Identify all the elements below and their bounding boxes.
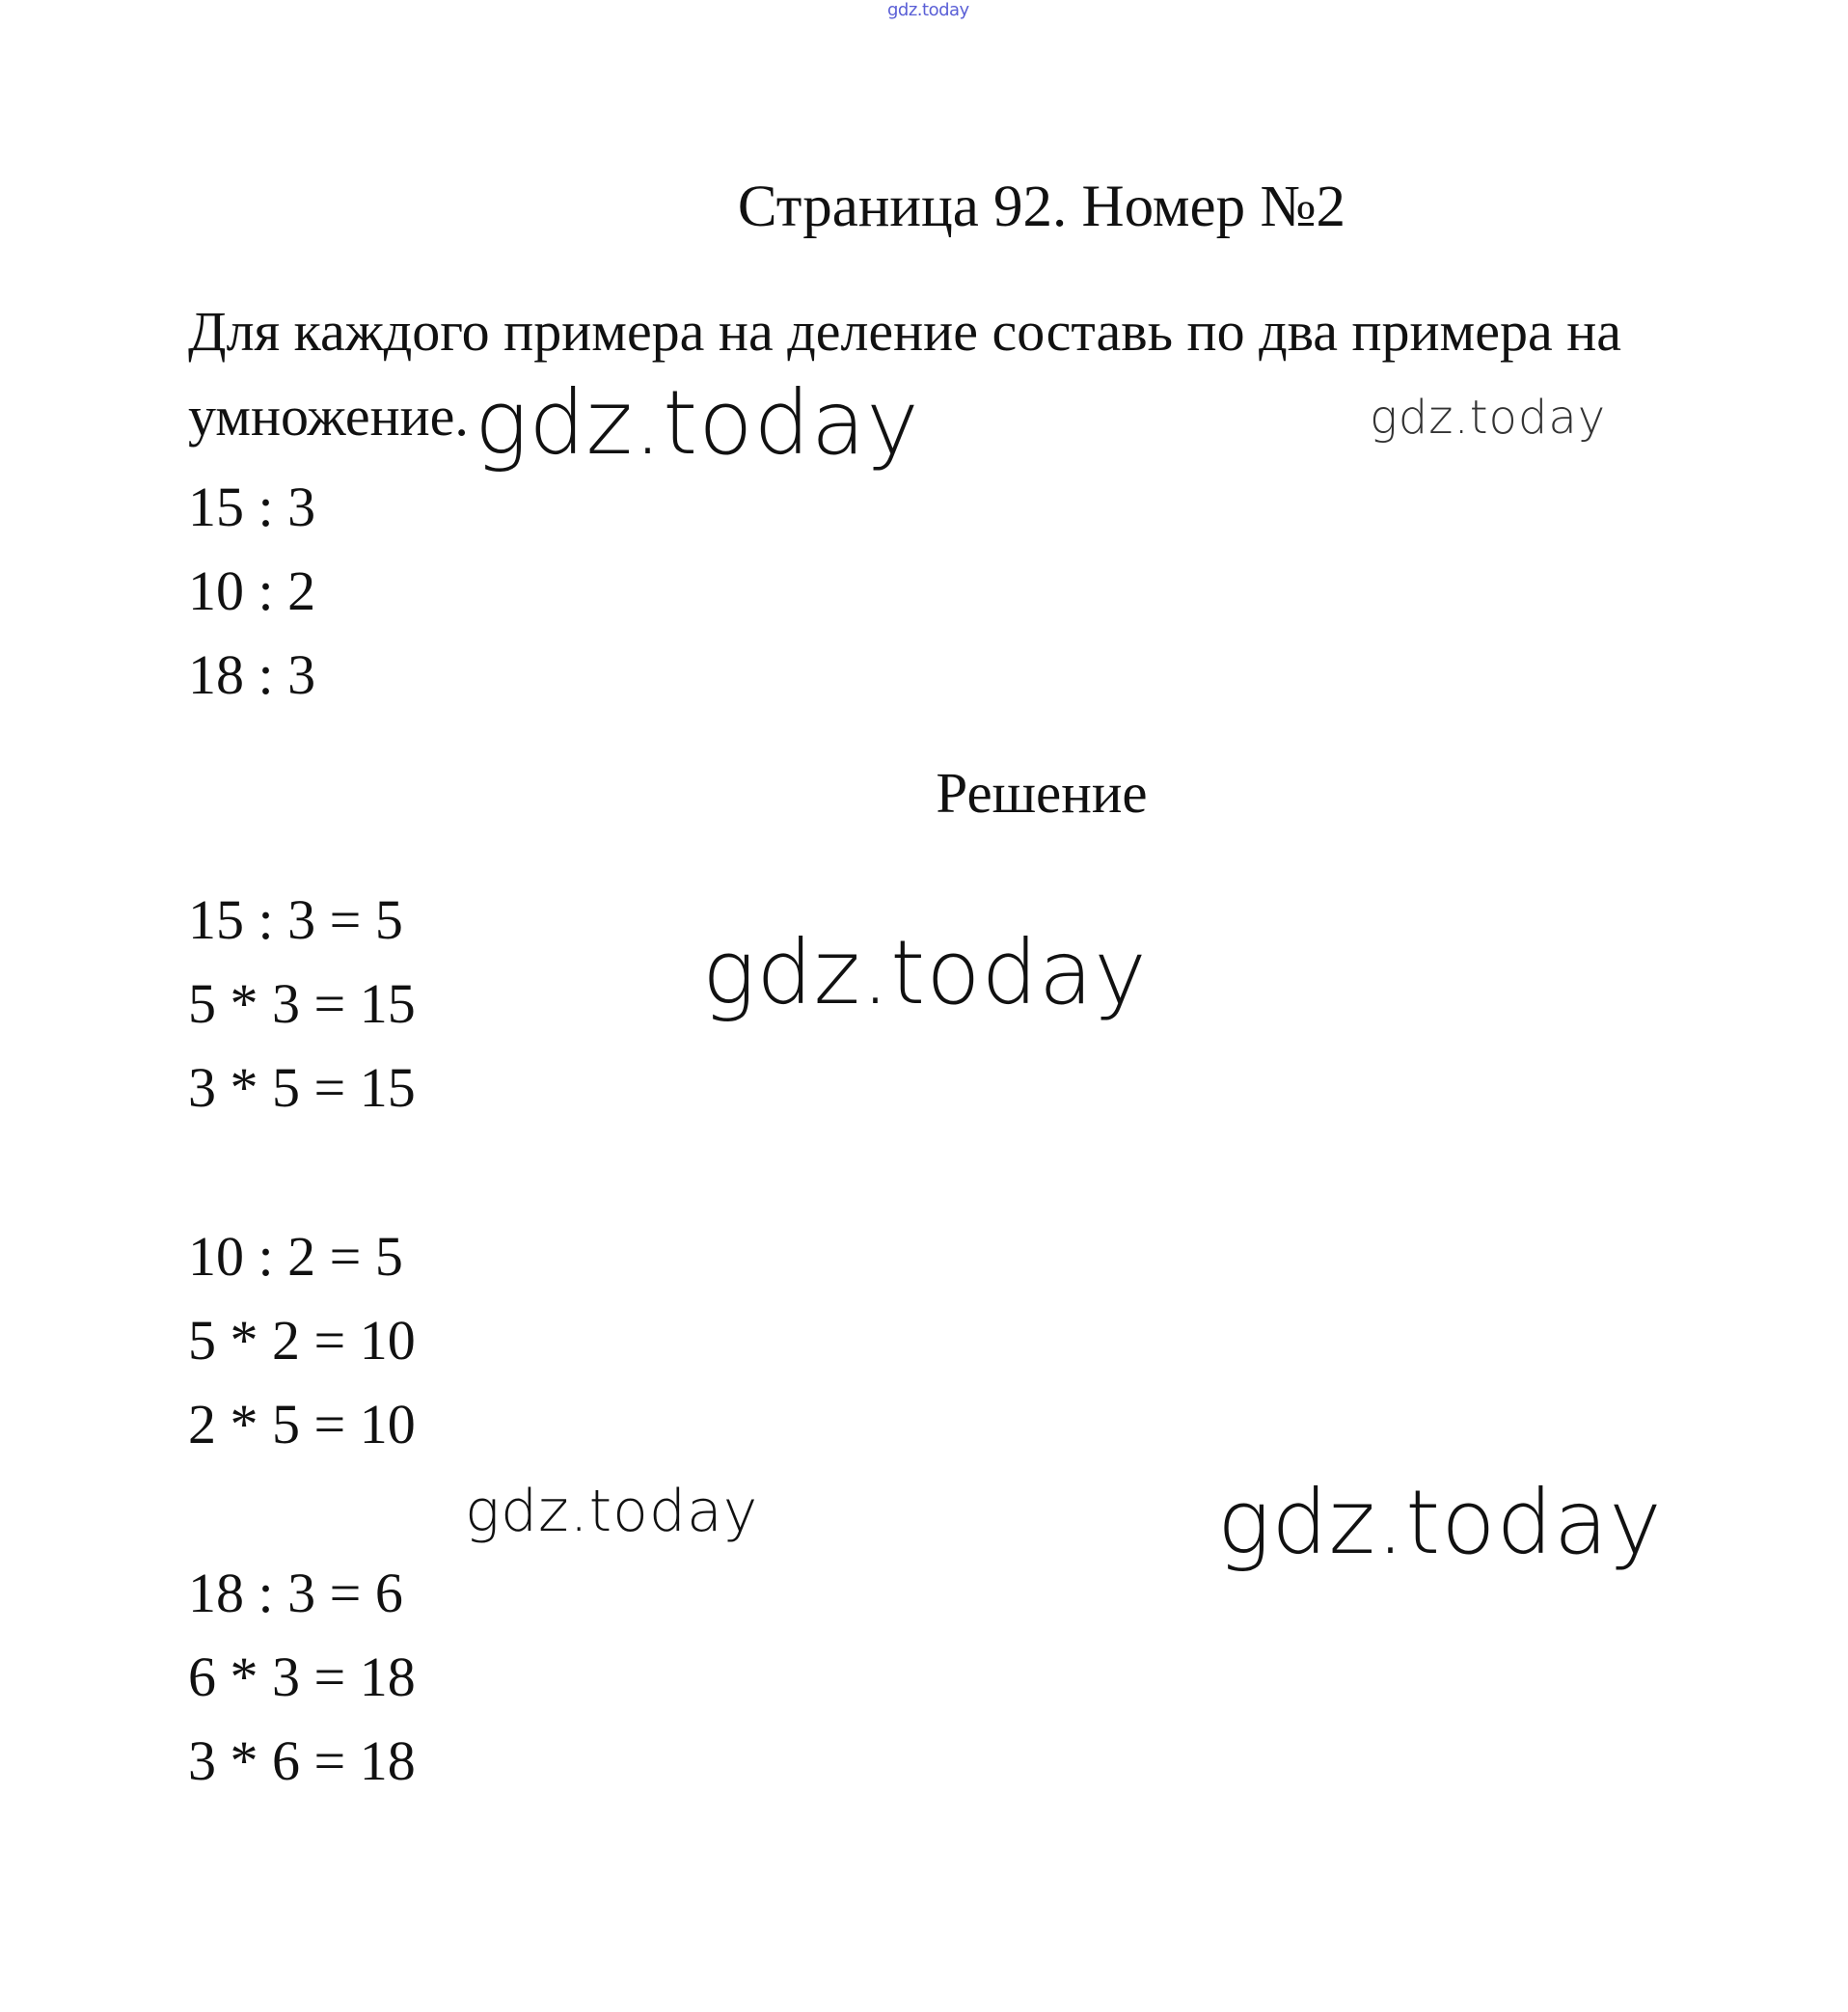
solution-group xyxy=(188,1214,416,1466)
solution-group xyxy=(188,878,416,1129)
solution-line: 3 * 6 = 18 xyxy=(188,1729,416,1792)
top-watermark: gdz.today xyxy=(887,0,969,20)
given-examples xyxy=(188,465,315,717)
solution-line: 5 * 2 = 10 xyxy=(188,1309,416,1372)
watermark: gdz.today xyxy=(475,371,920,475)
solution-line: 18 : 3 = 6 xyxy=(188,1562,403,1624)
solution-heading: Решение xyxy=(936,761,1148,825)
solution-line: 10 : 2 = 5 xyxy=(188,1225,403,1288)
given-example: 18 : 3 xyxy=(188,643,316,706)
task-text: Для каждого примера на деление составь по два примера на умножение. xyxy=(188,300,1621,448)
watermark: gdz.today xyxy=(465,1478,759,1545)
watermark: gdz.today xyxy=(702,921,1148,1024)
watermark: gdz.today xyxy=(1370,391,1607,445)
solution-line: 15 : 3 = 5 xyxy=(188,888,403,951)
solution-line: 3 * 5 = 15 xyxy=(188,1056,416,1119)
solution-line: 5 * 3 = 15 xyxy=(188,972,416,1035)
given-example: 15 : 3 xyxy=(188,476,316,538)
solution-line: 6 * 3 = 18 xyxy=(188,1645,416,1708)
page-title: Страница 92. Номер №2 xyxy=(737,175,1346,239)
solution-group xyxy=(188,1551,416,1803)
given-example: 10 : 2 xyxy=(188,559,316,622)
watermark: gdz.today xyxy=(1217,1471,1663,1574)
solution-line: 2 * 5 = 10 xyxy=(188,1393,416,1455)
